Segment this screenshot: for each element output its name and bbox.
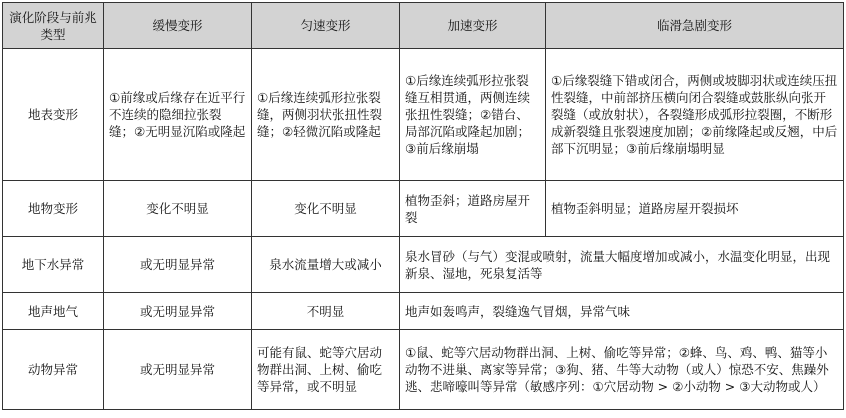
cell-water-slow: 或无明显异常	[104, 237, 252, 293]
row-label-surface: 地表变形	[3, 49, 104, 181]
cell-objects-slow: 变化不明显	[104, 181, 252, 237]
cell-objects-accel: 植物歪斜；道路房屋开裂	[400, 181, 546, 237]
landslide-precursor-table	[2, 2, 844, 410]
row-label-ground-objects: 地物变形	[3, 181, 104, 237]
table-row	[3, 293, 844, 330]
cell-surface-rapid: ①后缘裂缝下错或闭合，两侧或坡脚羽状或连续压扭性裂缝，中前部挤压横向闭合裂缝或鼓胀纵向张开裂缝（或放射状），各裂缝形成弧形拉裂圈，不断形成新裂缝且张裂速度加剧；②前缘隆起或反翘，中后部下沉明显；③前后缘崩塌明显	[546, 49, 844, 181]
cell-sound-slow: 或无明显异常	[104, 293, 252, 330]
cell-sound-accel-rapid: 地声如轰鸣声，裂缝逸气冒烟，异常气味	[400, 293, 844, 330]
header-slow-deformation: 缓慢变形	[104, 3, 252, 49]
cell-animal-slow: 或无明显异常	[104, 330, 252, 410]
cell-sound-uniform: 不明显	[252, 293, 400, 330]
cell-animal-accel-rapid: ①鼠、蛇等穴居动物群出洞、上树、偷吃等异常；②蜂、鸟、鸡、鸭、猫等小动物不进巢、离家等异常；③狗、猪、牛等大动物（或人）惊恐不安、焦躁外逃、悲啼嚎叫等异常（敏感序列：①穴居动物 > ②小动物 > ③大动物或人）	[400, 330, 844, 410]
header-uniform-deformation: 匀速变形	[252, 3, 400, 49]
table-row	[3, 330, 844, 410]
header-stage-type: 演化阶段与前兆类型	[3, 3, 104, 49]
table-header-row	[3, 3, 844, 49]
header-accelerated-deformation: 加速变形	[400, 3, 546, 49]
row-label-groundwater: 地下水异常	[3, 237, 104, 293]
cell-objects-rapid: 植物歪斜明显；道路房屋开裂损坏	[546, 181, 844, 237]
table-row	[3, 237, 844, 293]
cell-surface-accel: ①后缘连续弧形拉张裂缝互相贯通，两侧连续张扭性裂缝；②错台、局部沉陷或隆起加剧；③前后缘崩塌	[400, 49, 546, 181]
cell-objects-uniform: 变化不明显	[252, 181, 400, 237]
table-row	[3, 181, 844, 237]
row-label-animal: 动物异常	[3, 330, 104, 410]
cell-surface-uniform: ①后缘连续弧形拉张裂缝，两侧羽状张扭性裂缝；②轻微沉陷或隆起	[252, 49, 400, 181]
row-label-sound-gas: 地声地气	[3, 293, 104, 330]
header-rapid-deformation: 临滑急剧变形	[546, 3, 844, 49]
cell-water-uniform: 泉水流量增大或减小	[252, 237, 400, 293]
cell-animal-uniform: 可能有鼠、蛇等穴居动物群出洞、上树、偷吃等异常，或不明显	[252, 330, 400, 410]
table-row	[3, 49, 844, 181]
cell-water-accel-rapid: 泉水冒砂（与气）变混或喷射，流量大幅度增加或减小，水温变化明显，出现新泉、湿地，死泉复活等	[400, 237, 844, 293]
cell-surface-slow: ①前缘或后缘存在近平行不连续的隐细拉张裂缝；②无明显沉陷或隆起	[104, 49, 252, 181]
